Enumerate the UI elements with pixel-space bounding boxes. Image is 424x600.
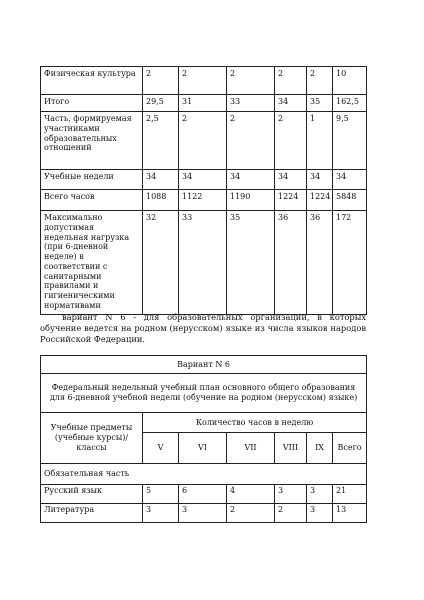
- grade-9-cell: 35: [307, 95, 333, 112]
- total-cell: 13: [333, 504, 367, 523]
- grade-9-cell: 36: [307, 211, 333, 315]
- subjects-header-cell: Учебные предметы (учебные курсы)/классы: [41, 413, 143, 464]
- grade-7-cell: 2: [227, 112, 275, 170]
- grade-7-cell: 1190: [227, 190, 275, 211]
- table-row: [41, 170, 367, 190]
- table-row: [41, 211, 367, 315]
- grade-9-cell: 34: [307, 170, 333, 190]
- hours-summary-table: [40, 66, 367, 315]
- table-row: [41, 464, 367, 485]
- grade-7-cell: 2: [227, 504, 275, 523]
- grade-6-cell: 31: [179, 95, 227, 112]
- table-row: [41, 504, 367, 523]
- variant-title-cell: Вариант N 6: [41, 356, 367, 374]
- hours-per-week-header-cell: Количество часов в неделю: [143, 413, 367, 433]
- grade-7-cell: 35: [227, 211, 275, 315]
- total-cell: 10: [333, 67, 367, 95]
- grade-6-cell: 6: [179, 485, 227, 504]
- grade-6-cell: 2: [179, 112, 227, 170]
- grade-9-cell: 1224: [307, 190, 333, 211]
- total-cell: 172: [333, 211, 367, 315]
- table-row: [41, 485, 367, 504]
- subject-cell: Максимально допустимая недельная нагрузка (при 6-дневной неделе) в соответствии с санитарными правилами и гигиеническими нормативами: [41, 211, 143, 315]
- grade-8-cell: 2: [275, 504, 307, 523]
- grade-header-cell: VI: [179, 433, 227, 464]
- total-cell: 162,5: [333, 95, 367, 112]
- mandatory-part-section-cell: Обязательная часть: [41, 464, 367, 485]
- grade-6-cell: 3: [179, 504, 227, 523]
- federal-plan-title-cell: Федеральный недельный учебный план основного общего образования для 6-дневной учебной недели (обучение на родном (нерусском) языке): [41, 374, 367, 413]
- total-cell: 5848: [333, 190, 367, 211]
- grade-5-cell: 34: [143, 170, 179, 190]
- total-cell: 34: [333, 170, 367, 190]
- grade-header-cell: VIII: [275, 433, 307, 464]
- grade-9-cell: 3: [307, 504, 333, 523]
- grade-8-cell: 2: [275, 112, 307, 170]
- table-row: [41, 190, 367, 211]
- total-cell: 21: [333, 485, 367, 504]
- table-header-row: [41, 413, 367, 433]
- grade-6-cell: 33: [179, 211, 227, 315]
- variant-description-paragraph: вариант N 6 - для образовательных организаций, в которых обучение ведется на родном (нерусском) языке из числа языков народов Российской Федерации.: [40, 312, 366, 344]
- table-row: [41, 95, 367, 112]
- grade-8-cell: 36: [275, 211, 307, 315]
- grade-6-cell: 2: [179, 67, 227, 95]
- table-row: [41, 356, 367, 374]
- subject-cell: Русский язык: [41, 485, 143, 504]
- grade-6-cell: 1122: [179, 190, 227, 211]
- grade-header-cell: VII: [227, 433, 275, 464]
- subject-cell: Физическая культура: [41, 67, 143, 95]
- grade-5-cell: 29,5: [143, 95, 179, 112]
- grade-5-cell: 2,5: [143, 112, 179, 170]
- grade-7-cell: 33: [227, 95, 275, 112]
- grade-5-cell: 2: [143, 67, 179, 95]
- grade-8-cell: 1224: [275, 190, 307, 211]
- grade-5-cell: 5: [143, 485, 179, 504]
- grade-8-cell: 3: [275, 485, 307, 504]
- total-header-cell: Всего: [333, 433, 367, 464]
- grade-header-cell: IX: [307, 433, 333, 464]
- grade-9-cell: 3: [307, 485, 333, 504]
- subject-cell: Итого: [41, 95, 143, 112]
- total-cell: 9,5: [333, 112, 367, 170]
- grade-7-cell: 2: [227, 67, 275, 95]
- grade-9-cell: 1: [307, 112, 333, 170]
- table-row: [41, 67, 367, 95]
- grade-5-cell: 3: [143, 504, 179, 523]
- grade-7-cell: 4: [227, 485, 275, 504]
- grade-5-cell: 32: [143, 211, 179, 315]
- table-row: [41, 112, 367, 170]
- grade-8-cell: 2: [275, 67, 307, 95]
- grade-8-cell: 34: [275, 95, 307, 112]
- subject-cell: Всего часов: [41, 190, 143, 211]
- variant-6-plan-table: [40, 355, 367, 523]
- table-row: [41, 374, 367, 413]
- subject-cell: Литература: [41, 504, 143, 523]
- grade-8-cell: 34: [275, 170, 307, 190]
- subject-cell: Учебные недели: [41, 170, 143, 190]
- subject-cell: Часть, формируемая участниками образовательных отношений: [41, 112, 143, 170]
- grade-5-cell: 1088: [143, 190, 179, 211]
- grade-header-cell: V: [143, 433, 179, 464]
- grade-6-cell: 34: [179, 170, 227, 190]
- grade-7-cell: 34: [227, 170, 275, 190]
- grade-9-cell: 2: [307, 67, 333, 95]
